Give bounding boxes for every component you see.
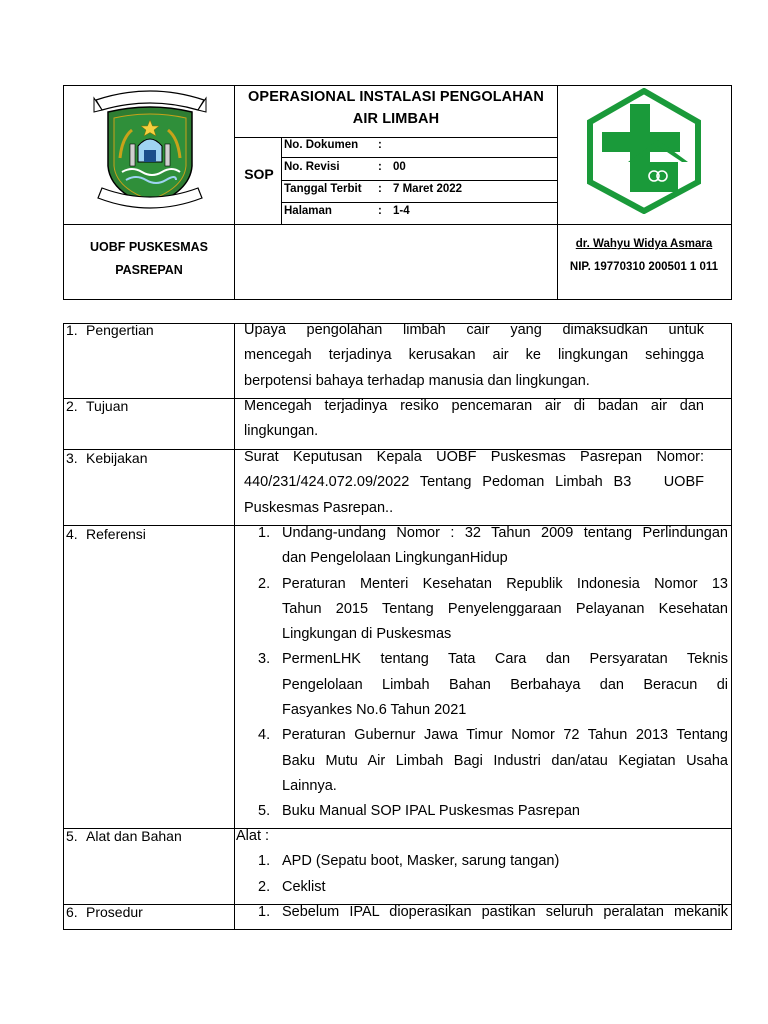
prosedur-list	[240, 900, 728, 925]
section-label-referensi: 4. Referensi	[66, 526, 146, 542]
unit-line-1: UOBF PUSKESMAS	[89, 240, 209, 254]
section-label-kebijakan: 3. Kebijakan	[66, 450, 148, 466]
signer-name: dr. Wahyu Widya Asmara	[575, 238, 713, 250]
list-item: 1. APD (Sepatu boot, Masker, sarung tangan)	[258, 853, 560, 870]
meta-label-page: Halaman	[284, 205, 332, 217]
sop-label: SOP	[244, 166, 274, 182]
meta-sep-page: :	[378, 205, 382, 217]
meta-label-date: Tanggal Terbit	[284, 183, 362, 195]
text-line: Puskesmas Pasrepan..	[244, 499, 394, 516]
list-item: 2. Ceklist	[258, 878, 326, 895]
pengertian-text	[244, 318, 704, 394]
page-title	[236, 86, 556, 130]
meta-sep-date: :	[378, 183, 382, 195]
list-item: 1. Sebelum IPAL dioperasikan pastikan seluruh peralatan mekanik	[258, 904, 728, 920]
text-line: Upaya pengolahan limbah cair yang dimaksudkan untuk	[244, 322, 704, 338]
signer-nip: NIP. 19770310 200501 1 011	[569, 261, 719, 273]
title-line-2: AIR LIMBAH	[352, 111, 440, 127]
list-item: 2. Peraturan Menteri Kesehatan Republik Indonesia Nomor 13 Tahun 2015 Tentang Penyelenggaraan Pelayanan Kesehatan Lingkungan di Puskesmas	[258, 575, 728, 643]
text-line: mencegah terjadinya kerusakan air ke lingkungan sehingga	[244, 347, 704, 364]
list-item: 5. Buku Manual SOP IPAL Puskesmas Pasrepan	[258, 803, 580, 820]
section-label-alat: 5. Alat dan Bahan	[66, 828, 182, 844]
unit-name	[64, 236, 234, 282]
puskesmas-logo-icon	[584, 88, 704, 214]
text-line: Mencegah terjadinya resiko pencemaran air di badan air dan	[244, 398, 704, 414]
meta-label-rev: No. Revisi	[284, 161, 340, 173]
list-item: 1. Undang-undang Nomor : 32 Tahun 2009 tentang Perlindungan dan Pengelolaan LingkunganHidup	[258, 525, 728, 567]
meta-value-page: 1-4	[393, 205, 410, 217]
text-line: berpotensi bahaya terhadap manusia dan lingkungan.	[244, 372, 590, 389]
meta-value-rev: 00	[393, 161, 406, 173]
list-item: 3. PermenLHK tentang Tata Cara dan Persyaratan Teknis Pengelolaan Limbah Bahan Berbahaya dan Beracun di Fasyankes No.6 Tahun 2021	[258, 651, 728, 719]
kabupaten-pasuruan-emblem-icon	[92, 88, 208, 218]
section-label-prosedur: 6. Prosedur	[66, 904, 143, 920]
text-line: lingkungan.	[244, 423, 319, 440]
section-label-pengertian: 1. Pengertian	[66, 322, 154, 338]
kebijakan-text	[244, 445, 704, 521]
referensi-list	[240, 521, 728, 825]
text-line: Surat Keputusan Kepala UOBF Puskesmas Pasrepan Nomor:	[244, 449, 704, 465]
unit-line-2: PASREPAN	[115, 263, 183, 277]
alat-intro: Alat :	[236, 828, 270, 844]
title-line-1: OPERASIONAL INSTALASI PENGOLAHAN	[248, 89, 544, 105]
text-line: 440/231/424.072.09/2022 Tentang Pedoman Limbah B3 UOBF	[244, 474, 704, 491]
list-item: 4. Peraturan Gubernur Jawa Timur Nomor 72 Tahun 2013 Tentang Baku Mutu Air Limbah Bagi Industri dan/atau Kegiatan Usaha Lainnya.	[258, 727, 728, 794]
meta-value-date: 7 Maret 2022	[393, 183, 463, 195]
section-label-tujuan: 2. Tujuan	[66, 398, 129, 414]
tujuan-text	[244, 394, 704, 445]
meta-sep-doc: :	[378, 139, 382, 151]
alat-bahan-list	[236, 824, 728, 900]
meta-sep-rev: :	[378, 161, 382, 173]
meta-label-doc: No. Dokumen	[284, 139, 359, 151]
